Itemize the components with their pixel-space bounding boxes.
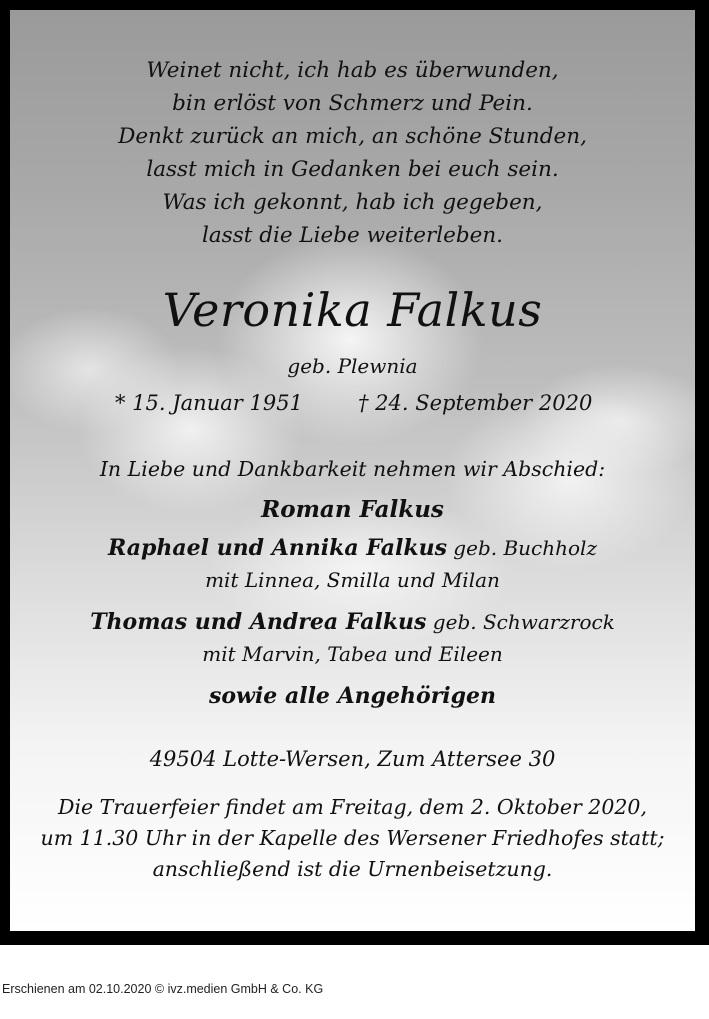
farewell-intro: In Liebe und Dankbarkeit nehmen wir Abschied: xyxy=(99,457,606,481)
mourner-name: Raphael und Annika Falkus xyxy=(108,535,447,561)
mourner-maiden-name: geb. Schwarzrock xyxy=(426,610,615,634)
poem-line: Denkt zurück an mich, an schöne Stunden, xyxy=(118,124,587,149)
poem-line: Weinet nicht, ich hab es überwunden, xyxy=(146,58,559,83)
death-date: † 24. September 2020 xyxy=(358,391,593,415)
poem-line: bin erlöst von Schmerz und Pein. xyxy=(172,91,533,116)
sky-background xyxy=(10,10,695,931)
mourner-thomas-andrea xyxy=(10,606,695,639)
address: 49504 Lotte-Wersen, Zum Attersee 30 xyxy=(149,747,556,771)
service-info xyxy=(10,792,695,885)
mourner-raphael-annika xyxy=(10,532,695,565)
service-line: anschließend ist die Urnenbeisetzung. xyxy=(152,857,553,881)
mourner-roman: Roman Falkus xyxy=(261,496,444,523)
mourner-children: mit Linnea, Smilla und Milan xyxy=(205,568,500,592)
poem-line: lasst mich in Gedanken bei euch sein. xyxy=(146,157,559,182)
poem xyxy=(10,54,695,252)
mourner-maiden-name: geb. Buchholz xyxy=(446,536,597,560)
mourner-relatives: sowie alle Angehörigen xyxy=(208,683,497,709)
service-line: um 11.30 Uhr in der Kapelle des Wersener Friedhofes statt; xyxy=(40,826,665,850)
publication-credit: Erschienen am 02.10.2020 © ivz.medien GmbH & Co. KG xyxy=(2,982,324,996)
service-line: Die Trauerfeier findet am Freitag, dem 2. Oktober 2020, xyxy=(58,795,647,819)
maiden-name: geb. Plewnia xyxy=(287,354,418,378)
mourner-name: Thomas und Andrea Falkus xyxy=(90,609,427,635)
deceased-name: Veronika Falkus xyxy=(162,283,543,337)
mourner-children: mit Marvin, Tabea und Eileen xyxy=(202,642,503,666)
poem-line: Was ich gekonnt, hab ich gegeben, xyxy=(162,190,543,215)
poem-line: lasst die Liebe weiterleben. xyxy=(201,223,504,248)
birth-date: * 15. Januar 1951 xyxy=(115,391,303,415)
